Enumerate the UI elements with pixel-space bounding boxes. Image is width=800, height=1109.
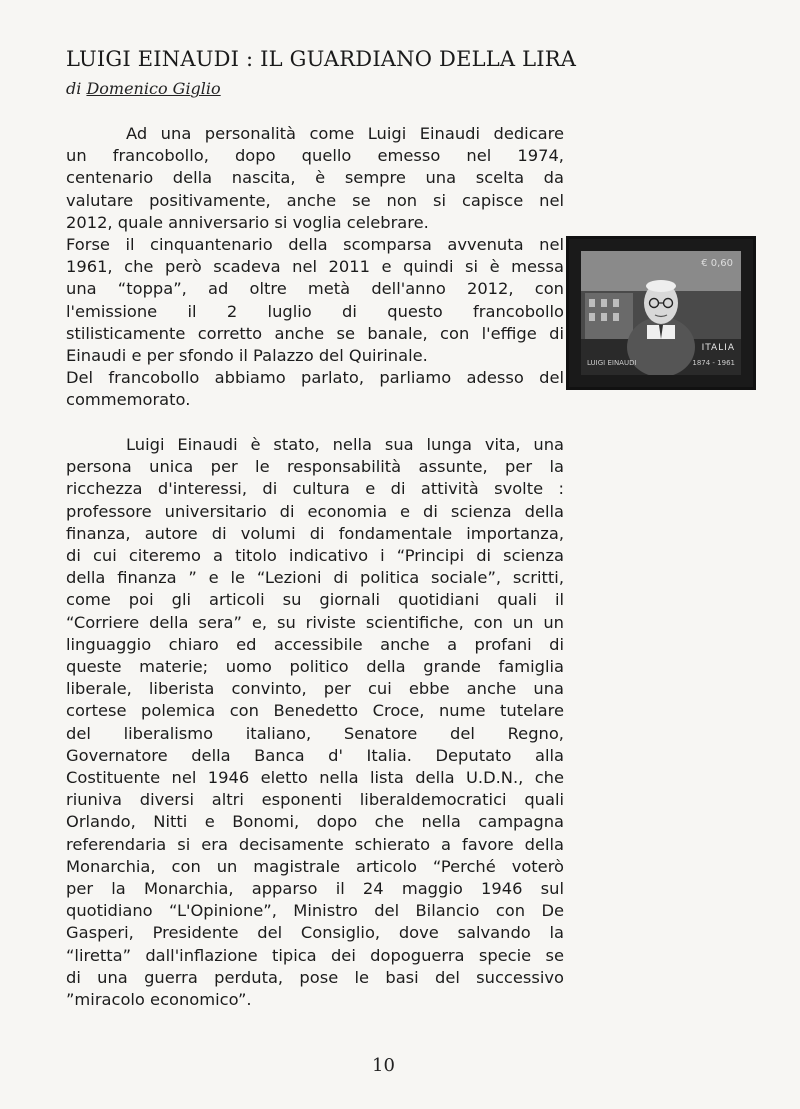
text-line: per la Monarchia, apparso il 24 maggio 1946 sul	[66, 879, 564, 899]
stamp-country: ITALIA	[701, 343, 735, 353]
paragraph-2	[66, 434, 564, 1011]
text-line: Orlando, Nitti e Bonomi, dopo che nella campagna	[66, 812, 564, 832]
text-line: “Corriere della sera” e, su riviste scientifiche, con un un	[66, 612, 564, 632]
text-line: di cui citeremo a titolo indicativo i “Principi di scienza	[66, 546, 564, 566]
text-line: una “toppa”, ad oltre metà dell'anno 2012, con	[66, 279, 564, 299]
text-line: Ad una personalità come Luigi Einaudi dedicare	[126, 124, 564, 143]
text-line: della finanza ” e le “Lezioni di politica sociale”, scritti,	[66, 568, 564, 588]
text-line: Costituente nel 1946 eletto nella lista della U.D.N., che	[66, 768, 564, 788]
text-line: commemorato.	[66, 390, 191, 410]
stamp-image	[566, 236, 756, 390]
text-line: del liberalismo italiano, Senatore del Regno,	[66, 723, 564, 743]
text-line: riuniva diversi altri esponenti liberaldemocratici quali	[66, 790, 564, 810]
text-line: cortese polemica con Benedetto Croce, nume tutelare	[66, 701, 564, 721]
article-byline	[66, 79, 221, 98]
text-line: persona unica per le responsabilità assunte, per la	[66, 457, 564, 477]
text-line: un francobollo, dopo quello emesso nel 1974,	[66, 146, 564, 166]
text-line: linguaggio chiaro ed accessibile anche a profani di	[66, 634, 564, 654]
stamp-years: 1874 - 1961	[692, 359, 735, 367]
text-line: ”miracolo economico”.	[66, 990, 252, 1010]
text-line: Governatore della Banca d' Italia. Deputato alla	[66, 745, 564, 765]
text-line: Gasperi, Presidente del Consiglio, dove salvando la	[66, 923, 564, 943]
text-line: di una guerra perduta, pose le basi del successivo	[66, 967, 564, 987]
text-line: centenario della nascita, è sempre una scelta da	[66, 168, 564, 188]
text-line: “liretta” dall'inflazione tipica dei dopoguerra specie se	[66, 945, 564, 965]
text-line: 2012, quale anniversario si voglia celebrare.	[66, 212, 429, 232]
text-line: stilisticamente corretto anche se banale, con l'effige di	[66, 323, 564, 343]
page-number: 10	[372, 1055, 395, 1076]
text-line: professore universitario di economia e di scienza della	[66, 501, 564, 521]
stamp-picture	[581, 251, 741, 375]
text-line: Monarchia, con un magistrale articolo “Perché voterò	[66, 856, 564, 876]
stamp-caption: LUIGI EINAUDI	[587, 359, 637, 367]
paragraph-1	[66, 123, 564, 412]
text-line: referendaria si era decisamente schierato a favore della	[66, 834, 564, 854]
text-line: 1961, che però scadeva nel 2011 e quindi si è messa	[66, 257, 564, 277]
stamp-value: € 0,60	[701, 258, 733, 269]
article-title: LUIGI EINAUDI : IL GUARDIANO DELLA LIRA	[66, 47, 577, 71]
stamp-illustration	[581, 251, 741, 375]
text-line: Luigi Einaudi è stato, nella sua lunga vita, una	[126, 435, 564, 454]
text-line: l'emissione il 2 luglio di questo francobollo	[66, 301, 564, 321]
text-line: ricchezza d'interessi, di cultura e di attività svolte :	[66, 479, 564, 499]
text-line: Del francobollo abbiamo parlato, parliamo adesso del	[66, 368, 564, 388]
text-line: come poi gli articoli su giornali quotidiani quali il	[66, 590, 564, 610]
text-line: quotidiano “L'Opinione”, Ministro del Bilancio con De	[66, 901, 564, 921]
text-line: liberale, liberista convinto, per cui ebbe anche una	[66, 679, 564, 699]
text-line: finanza, autore di volumi di fondamentale importanza,	[66, 523, 564, 543]
byline-prefix: di	[66, 79, 87, 98]
text-line: Einaudi e per sfondo il Palazzo del Quirinale.	[66, 346, 428, 366]
text-line: valutare positivamente, anche se non si capisce nel	[66, 190, 564, 210]
text-line: Forse il cinquantenario della scomparsa avvenuta nel	[66, 235, 564, 255]
author-name: Domenico Giglio	[86, 79, 221, 98]
text-line: queste materie; uomo politico della grande famiglia	[66, 657, 564, 677]
